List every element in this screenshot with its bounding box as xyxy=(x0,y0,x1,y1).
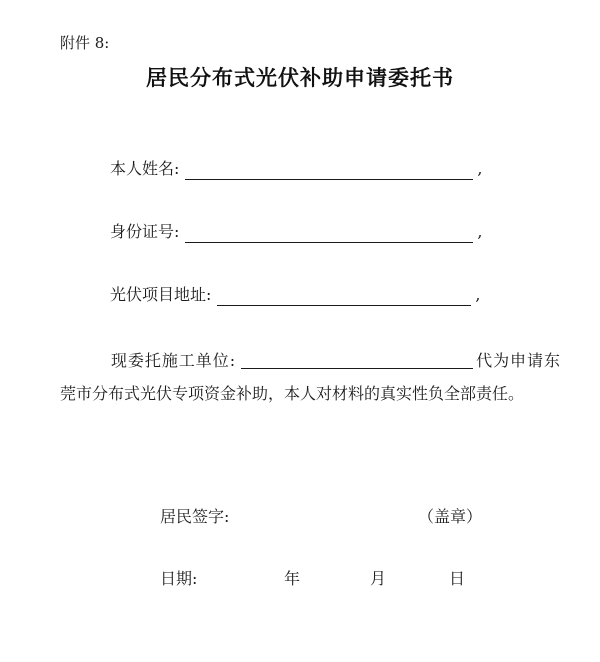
contractor-blank-line[interactable] xyxy=(241,350,473,369)
id-label: 身份证号: xyxy=(110,222,180,241)
id-field-row xyxy=(110,221,483,243)
date-label: 日期: xyxy=(160,569,198,588)
address-blank-line[interactable] xyxy=(217,287,471,306)
id-comma: , xyxy=(477,222,483,241)
month-label: 月 xyxy=(370,569,387,588)
document-title: 居民分布式光伏补助申请委托书 xyxy=(146,66,454,90)
entrust-body: 代为申请东莞市分布式光伏专项资金补助，本人对材料的真实性负全部责任。 xyxy=(60,351,560,403)
name-comma: , xyxy=(477,159,483,178)
attachment-label: 附件 8: xyxy=(60,34,110,52)
seal-label: （盖章） xyxy=(418,507,483,526)
address-field-row xyxy=(110,284,481,306)
address-label: 光伏项目地址: xyxy=(110,285,212,304)
name-label: 本人姓名: xyxy=(110,159,180,178)
name-blank-line[interactable] xyxy=(185,161,473,180)
entrust-lead: 现委托施工单位: xyxy=(110,351,236,370)
entrust-paragraph xyxy=(60,344,560,410)
name-field-row xyxy=(110,158,483,180)
day-label: 日 xyxy=(449,569,466,588)
address-comma: , xyxy=(475,285,481,304)
year-label: 年 xyxy=(284,569,301,588)
resident-signature-label: 居民签字: xyxy=(160,507,230,526)
id-blank-line[interactable] xyxy=(185,224,473,243)
